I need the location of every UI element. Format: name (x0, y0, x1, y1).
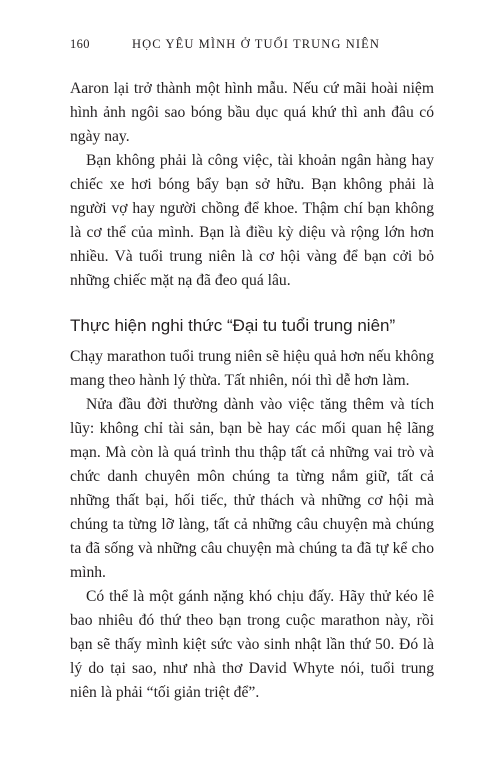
page-number: 160 (70, 37, 90, 51)
body-text-bottom (70, 345, 434, 705)
book-title: HỌC YÊU MÌNH Ở TUỔI TRUNG NIÊN (132, 37, 381, 51)
body-text-top (70, 77, 434, 293)
running-header (70, 37, 431, 53)
paragraph: Có thể là một gánh nặng khó chịu đấy. Hãy thử kéo lê bao nhiêu đó thứ theo bạn trong cuộc marathon này, rồi bạn sẽ thấy mình kiệt sức vào sinh nhật lần thứ 50. Đó là lý do tại sao, như nhà thơ David Whyte nói, tuổi trung niên là phải “tối giản triệt để”. (70, 588, 434, 701)
section-heading: Thực hiện nghi thức “Đại tu tuổi trung niên” (70, 316, 396, 335)
paragraph: Nửa đầu đời thường dành vào việc tăng thêm và tích lũy: không chỉ tài sản, bạn bè hay các mối quan hệ lãng mạn. Mà còn là quá trình thu thập tất cả những vai trò và chức danh chuyên môn chúng ta từng nắm giữ, tất cả những thất bại, hối tiếc, thử thách và những cơ hội mà chúng ta từng lỡ làng, tất cả những câu chuyện mà chúng ta đã sống và những câu chuyện mà chúng ta đã tự kể cho mình. (70, 396, 434, 581)
paragraph: Aaron lại trở thành một hình mẫu. Nếu cứ mãi hoài niệm hình ảnh ngôi sao bóng bầu dục quá khứ thì anh đâu có ngày nay. (70, 80, 434, 145)
paragraph: Bạn không phải là công việc, tài khoản ngân hàng hay chiếc xe hơi bóng bẩy bạn sở hữu. Bạn không phải là người vợ hay người chồng để khoe. Thậm chí bạn không là cơ thể của mình. Bạn là điều kỳ diệu và rộng lớn hơn nhiều. Và tuổi trung niên là cơ hội vàng để bạn cởi bỏ những chiếc mặt nạ đã đeo quá lâu. (70, 152, 434, 289)
paragraph: Chạy marathon tuổi trung niên sẽ hiệu quả hơn nếu không mang theo hành lý thừa. Tất nhiên, nói thì dễ hơn làm. (70, 348, 434, 389)
